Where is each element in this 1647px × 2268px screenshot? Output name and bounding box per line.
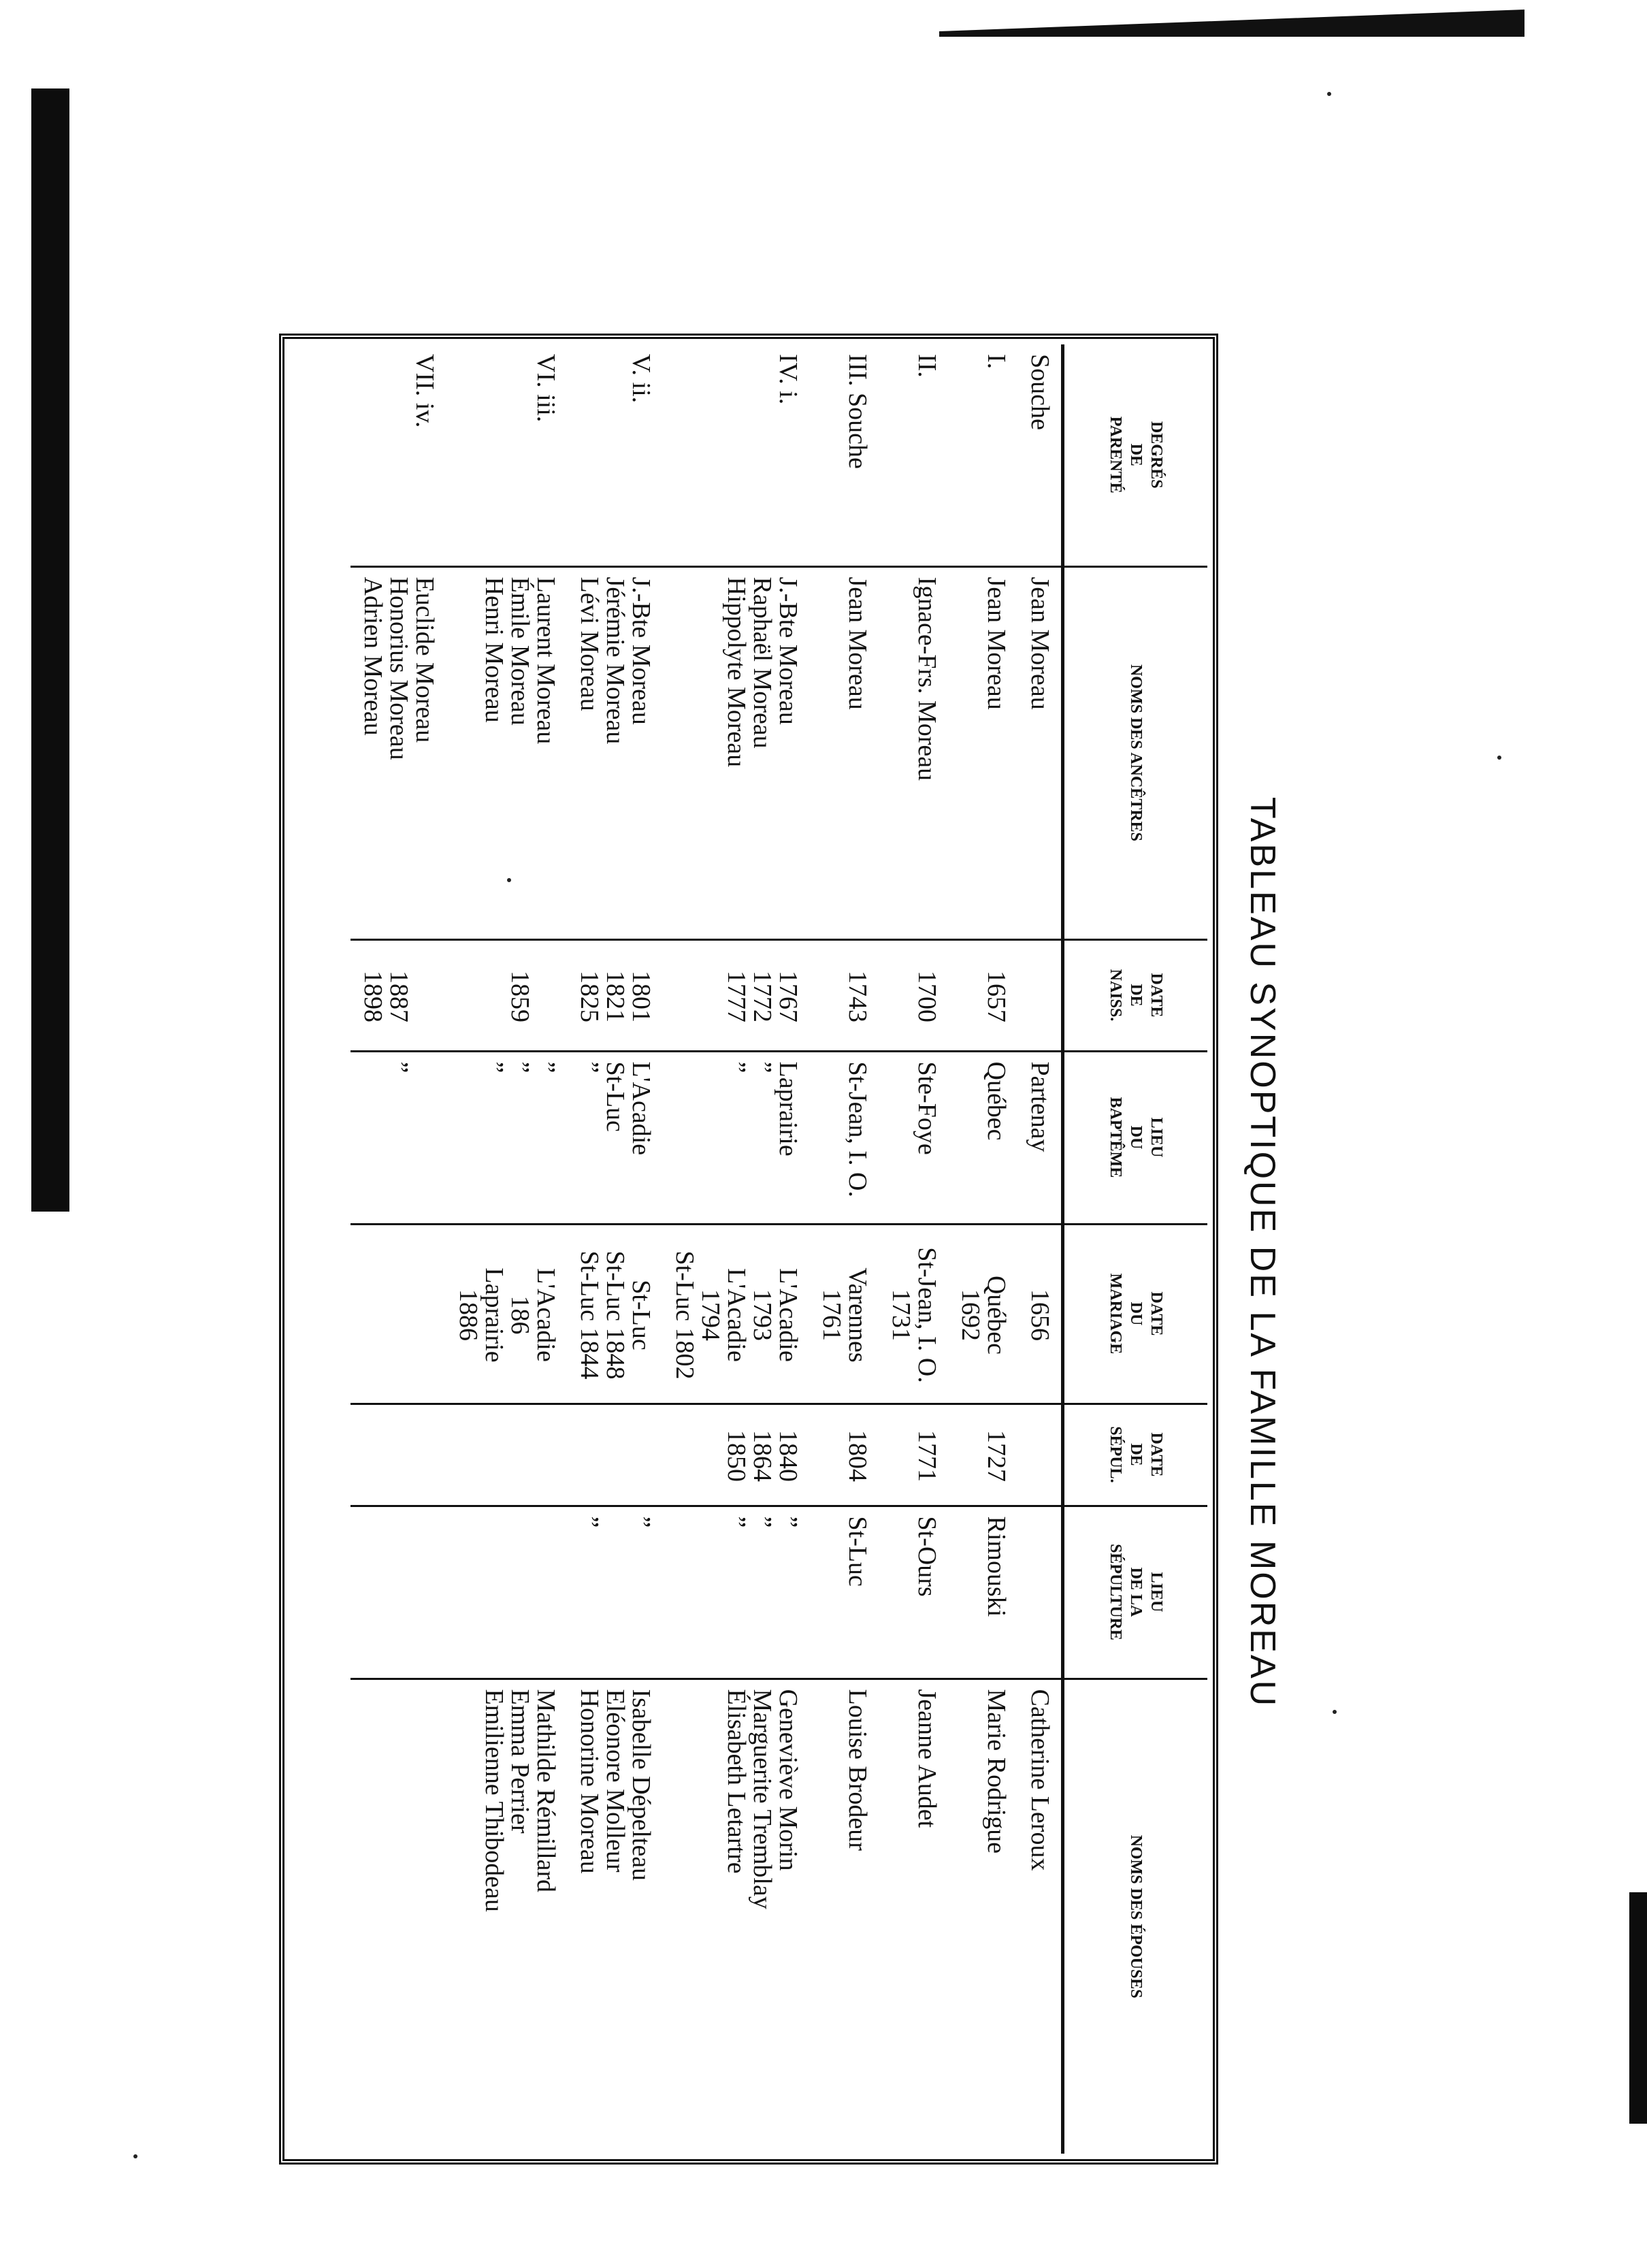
cell-line: Isabelle Dépelteau [627,1689,655,1881]
header-line: DU [1127,1301,1145,1326]
ancestor-names-cell [1017,566,1063,939]
cell-line: Jeanne Audet [913,1689,941,1828]
cell-line: 1767 [774,971,802,1022]
table-row [350,344,446,2154]
cell-line: ” [506,1061,534,1073]
burial-date-cell [662,1404,809,1506]
burial-date-cell [879,1404,948,1506]
spouse-names-cell [948,1679,1017,2154]
birth-date-cell [446,939,567,1051]
cell-line: St-Luc [627,1280,655,1350]
cell-line: Lévi Moreau [575,577,604,711]
cell-line: 1700 [913,971,941,1022]
table-body [350,344,1063,2154]
cell-line: 1840 [774,1430,802,1482]
cell-line: Souche [1026,354,1054,430]
cell-line: ” [480,1061,508,1073]
baptism-place-cell [948,1051,1017,1224]
cell-line: 1761 [817,1289,846,1341]
cell-line: 1850 [722,1430,751,1482]
cell-line: Rimouski [982,1516,1011,1617]
cell-line: Marguerite Tremblay [748,1689,777,1909]
header-line: NOMS DES ANCÊTRES [1127,664,1145,842]
degre-cell [809,344,879,566]
cell-line: ” [575,1516,604,1528]
cell-line: Jean Moreau [1026,577,1054,710]
cell-line [481,1414,507,1498]
cell-line [412,1689,438,2148]
degre-cell [662,344,809,566]
cell-line: ” [748,1516,777,1528]
cell-line [1027,1414,1053,1498]
marriage-cell [809,1224,879,1404]
cell-line: 186 [506,1295,534,1335]
spouse-names-cell [567,1679,662,2154]
burial-place-cell [662,1506,809,1679]
cell-line: IV. i. [774,354,802,405]
degre-cell [1017,344,1063,566]
cell-line: 1772 [748,971,777,1022]
cell-line: L'Acadie [532,1268,560,1362]
spouse-names-cell [350,1679,446,2154]
cell-line: 1727 [982,1430,1011,1482]
header-line: DATE [1147,1432,1165,1477]
header-line: LIEU [1147,1572,1165,1613]
cell-line: 1804 [843,1430,872,1482]
cell-line: 1657 [982,971,1011,1022]
cell-line: II. [913,354,941,378]
cell-line [412,1414,438,1498]
header-line: DE [1127,984,1145,1007]
header-line: DATE [1147,973,1165,1018]
baptism-place-cell [446,1051,567,1224]
header-noms-ancetres [1063,566,1208,939]
cell-line: St-Luc 1802 [670,1250,699,1380]
header-line: NAISS. [1107,969,1124,1022]
cell-line: 1859 [506,971,534,1022]
header-line: DATE [1147,1291,1165,1336]
marriage-cell [350,1224,446,1404]
cell-line: 1793 [748,1289,777,1341]
cell-line: VII. iv. [410,354,439,428]
cell-line: L'Acadie [774,1268,802,1362]
page-title: TABLEAU SYNOPTIQUE DE LA FAMILLE MOREAU [1243,796,1282,1708]
cell-line: ” [774,1516,802,1528]
marriage-cell [567,1224,662,1404]
cell-line [1027,950,1053,1043]
cell-line: Québec [982,1275,1011,1355]
degre-cell [948,344,1017,566]
cell-line: 1743 [843,971,872,1022]
cell-line: Henri Moreau [480,577,508,723]
scan-speck [1333,1710,1337,1714]
ancestor-names-cell [662,566,809,939]
cell-line [533,950,559,1043]
cell-line: Ste-Foye [913,1061,941,1155]
cell-line: Catherine Leroux [1026,1689,1054,1871]
cell-line: I. [982,354,1011,370]
cell-line [602,1414,628,1498]
degre-cell [879,344,948,566]
cell-line: L'Acadie [722,1268,751,1362]
baptism-place-cell [809,1051,879,1224]
cell-line: ” [748,1061,777,1073]
cell-line: Eléonore Molleur [601,1689,630,1873]
table-row [1017,344,1063,2154]
cell-line: Laurent Moreau [532,577,560,745]
cell-line: III. Souche [843,354,872,469]
cell-line: Honorius Moreau [385,577,413,760]
baptism-place-cell [1017,1051,1063,1224]
cell-line [576,1414,602,1498]
marriage-cell [446,1224,567,1404]
birth-date-cell [879,939,948,1051]
cell-line: Québec [982,1061,1011,1141]
header-line: SÉPULTURE [1107,1544,1124,1640]
cell-line: Varennes [843,1267,872,1363]
birth-date-cell [1017,939,1063,1051]
cell-line: St-Ours [913,1516,941,1597]
cell-line: 1794 [696,1289,725,1341]
cell-line [602,1517,628,1671]
degre-cell [350,344,446,566]
baptism-place-cell [350,1051,446,1224]
table-row [879,344,948,2154]
cell-line: VI. iii. [532,354,560,423]
ancestor-names-cell [567,566,662,939]
cell-line: J.-Bte Moreau [627,577,655,725]
cell-line: 1801 [627,971,655,1022]
spouse-names-cell [879,1679,948,2154]
header-line: MARIAGE [1107,1273,1124,1355]
burial-date-cell [350,1404,446,1506]
scan-edge-left [31,88,69,1212]
spouse-names-cell [446,1679,567,2154]
header-line: SÉPUL. [1107,1426,1124,1483]
burial-place-cell [350,1506,446,1679]
birth-date-cell [809,939,879,1051]
baptism-place-cell [567,1051,662,1224]
cell-line: 1731 [887,1289,915,1341]
table-row [948,344,1017,2154]
cell-line: 1825 [575,971,604,1022]
cell-line [481,950,507,1043]
spouse-names-cell [809,1679,879,2154]
cell-line: St-Jean, I. O. [913,1247,941,1383]
scan-speck [1327,92,1331,96]
header-row [1063,344,1208,2154]
cell-line [507,1414,533,1498]
scan-edge-right [1629,1892,1647,2124]
table-row [567,344,662,2154]
cell-line: Emma Perrier [506,1689,534,1834]
cell-line: ” [627,1516,655,1528]
cell-line: ” [532,1061,560,1073]
cell-line [481,1517,507,1671]
cell-line: Honorine Moreau [575,1689,604,1874]
cell-line [412,1517,438,1671]
header-line: DEGRÉS [1147,421,1165,489]
birth-date-cell [948,939,1017,1051]
burial-place-cell [446,1506,567,1679]
burial-place-cell [948,1506,1017,1679]
table-row [662,344,809,2154]
cell-line [412,1062,438,1216]
cell-line: Jérémie Moreau [601,577,630,745]
cell-line: Hippolyte Moreau [722,577,751,768]
cell-line: St-Jean, I. O. [843,1061,872,1197]
burial-place-cell [879,1506,948,1679]
cell-line: 1898 [359,971,387,1022]
cell-line: St-Luc 1844 [575,1250,604,1380]
spouse-names-cell [662,1679,809,2154]
rotated-page [272,334,1293,2171]
cell-line [533,1517,559,1671]
cell-line [507,1517,533,1671]
cell-line: Laprairie [774,1061,802,1156]
birth-date-cell [567,939,662,1051]
cell-line: 1692 [956,1289,985,1341]
birth-date-cell [662,939,809,1051]
cell-line: Louise Brodeur [843,1689,872,1851]
header-degres [1063,344,1208,566]
ancestor-names-cell [809,566,879,939]
cell-line: ” [722,1061,751,1073]
cell-line: 1777 [722,971,751,1022]
cell-line: Mathilde Rémillard [532,1689,560,1893]
header-line: DE LA [1127,1567,1145,1617]
cell-line: Marie Rodrigue [982,1689,1011,1854]
spouse-names-cell [1017,1679,1063,2154]
scan-edge-top [939,10,1524,37]
birth-date-cell [350,939,446,1051]
burial-place-cell [809,1506,879,1679]
cell-line: Geneviève Morin [774,1689,802,1871]
header-line: DE [1127,1443,1145,1466]
burial-date-cell [809,1404,879,1506]
cell-line: Adrien Moreau [359,577,387,736]
cell-line: St-Luc [843,1516,872,1587]
cell-line: 1887 [385,971,413,1022]
cell-line: Élisabeth Letartre [722,1689,751,1874]
cell-line: 1821 [601,971,630,1022]
burial-date-cell [1017,1404,1063,1506]
cell-line [412,950,438,1043]
cell-line: ” [575,1061,604,1073]
cell-line: Émile Moreau [506,577,534,726]
cell-line [533,1414,559,1498]
cell-line: 1864 [748,1430,777,1482]
cell-line: Ignace-Frs. Moreau [913,577,941,781]
scan-speck [133,2154,137,2158]
table-row [809,344,879,2154]
ancestor-names-cell [446,566,567,939]
burial-date-cell [446,1404,567,1506]
header-line: BAPTÊME [1107,1097,1124,1178]
cell-line [628,1414,654,1498]
cell-line: L'Acadie [627,1061,655,1156]
degre-cell [446,344,567,566]
ancestor-names-cell [879,566,948,939]
cell-line: 1886 [454,1289,483,1341]
header-line: LIEU [1147,1117,1165,1158]
header-line: DE [1127,443,1145,466]
header-line: PARENTÉ [1107,416,1124,493]
header-date-sepulture [1063,1404,1208,1506]
cell-line: Jean Moreau [843,577,872,710]
header-lieu-sepulture [1063,1506,1208,1679]
burial-date-cell [567,1404,662,1506]
header-noms-epouses [1063,1679,1208,2154]
header-date-mariage [1063,1224,1208,1404]
table-row [446,344,567,2154]
cell-line: ” [722,1516,751,1528]
marriage-cell [948,1224,1017,1404]
header-line: DU [1127,1125,1145,1150]
ancestor-names-cell [350,566,446,939]
baptism-place-cell [662,1051,809,1224]
cell-line: St-Luc [601,1061,630,1132]
ancestor-names-cell [948,566,1017,939]
header-lieu-bapteme [1063,1051,1208,1224]
cell-line [1027,1517,1053,1671]
burial-date-cell [948,1404,1017,1506]
header-line: NOMS DES ÉPOUSES [1127,1834,1145,1998]
marriage-cell [662,1224,809,1404]
cell-line: V. ii. [627,354,655,404]
cell-line: Euclide Moreau [410,577,439,743]
cell-line: Raphaël Moreau [748,577,777,749]
cell-line: St-Luc 1848 [601,1250,630,1380]
cell-line [412,1235,438,1396]
table-frame [279,334,1218,2165]
cell-line: 1656 [1026,1289,1054,1341]
genealogy-table [350,344,1207,2154]
cell-line: ” [385,1061,413,1073]
header-date-naissance [1063,939,1208,1051]
degre-cell [567,344,662,566]
burial-place-cell [567,1506,662,1679]
cell-line: J.-Bte Moreau [774,577,802,725]
burial-place-cell [1017,1506,1063,1679]
cell-line [360,1062,386,1216]
cell-line: Jean Moreau [982,577,1011,710]
scan-speck [1497,756,1501,760]
cell-line: Partenay [1026,1061,1054,1152]
cell-line: Laprairie [480,1267,508,1363]
cell-line: 1771 [913,1430,941,1482]
marriage-cell [879,1224,948,1404]
baptism-place-cell [879,1051,948,1224]
cell-line: Emilienne Thibodeau [480,1689,508,1912]
marriage-cell [1017,1224,1063,1404]
